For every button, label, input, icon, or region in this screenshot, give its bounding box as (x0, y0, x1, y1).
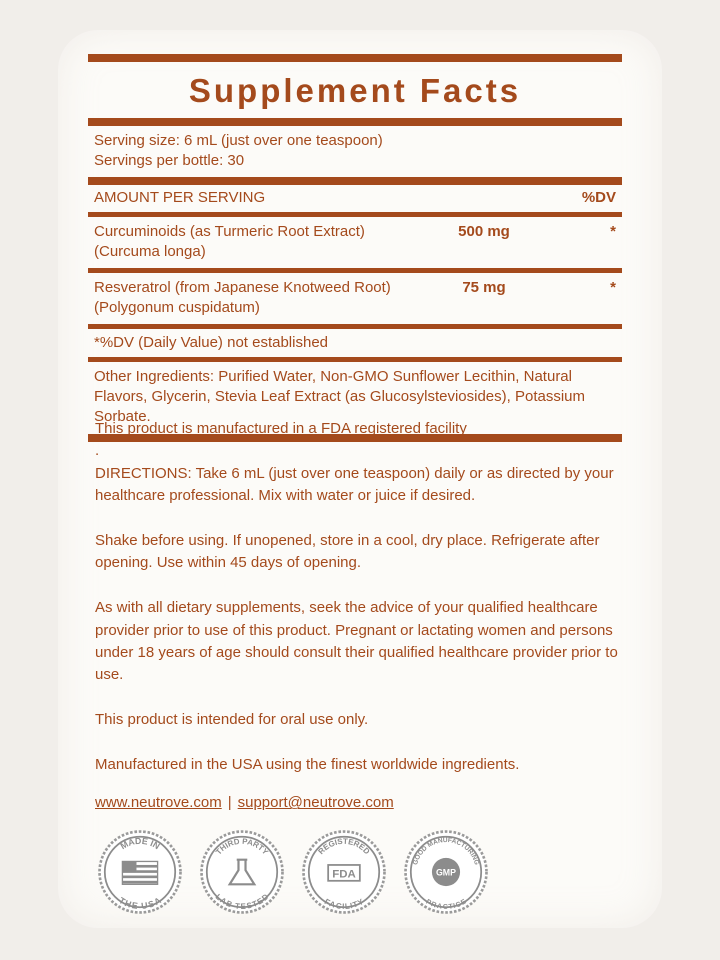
serving-info (88, 126, 622, 177)
other-ingredients: Other Ingredients: Purified Water, Non-GMO Sunflower Lecithin, Natural Flavors, Glycerin, Stevia Leaf Extract (as Glucosylsteviosides), Potassium Sorbate. (94, 368, 586, 425)
directions: DIRECTIONS: Take 6 mL (just over one teaspoon) daily or as directed by your healthcare professional. Mix with water or juice if desired. (95, 464, 614, 505)
amount-header-row (88, 185, 622, 212)
supplement-facts-panel (88, 54, 622, 442)
manufacturing-note: Manufactured in the USA using the finest worldwide ingredients. (95, 756, 520, 774)
contact-links (95, 792, 635, 814)
nutrient-name: Resveratrol (from Japanese Knotweed Root) (Polygonum cuspidatum) (94, 279, 391, 316)
fda-statement: This product is manufactured in a FDA registered facility (95, 420, 467, 437)
dv-note: *%DV (Daily Value) not established (94, 334, 329, 351)
lab-tested-badge (198, 828, 286, 916)
nutrient-amount: 75 mg (462, 279, 506, 296)
certification-badges (96, 828, 496, 918)
svg-text:GMP: GMP (435, 867, 457, 878)
title-rule (88, 118, 622, 126)
svg-text:THIRD PARTY: THIRD PARTY (213, 836, 271, 857)
label-card (58, 30, 662, 928)
website-link[interactable]: www.neutrove.com (95, 794, 222, 812)
us-flag-icon (122, 861, 157, 884)
email-link[interactable]: support@neutrove.com (237, 794, 394, 812)
stray-dot: . (95, 442, 100, 460)
fda-registered-badge (300, 828, 388, 916)
serving-rule (88, 177, 622, 185)
top-rule (88, 54, 622, 62)
oral-use-note: This product is intended for oral use only. (95, 711, 369, 729)
nutrient-row (88, 273, 622, 324)
gmp-badge (402, 828, 490, 916)
made-in-usa-badge (96, 828, 184, 916)
svg-text:REGISTERED: REGISTERED (316, 836, 372, 857)
svg-text:THE USA: THE USA (117, 895, 163, 912)
nutrient-amount: 500 mg (458, 223, 510, 240)
label-body (95, 418, 635, 815)
svg-text:FACILITY: FACILITY (322, 896, 366, 912)
svg-text:MADE IN: MADE IN (118, 835, 162, 852)
dv-header: %DV (581, 189, 616, 206)
serving-size: Serving size: 6 mL (just over one teaspoon) (94, 132, 383, 149)
svg-text:FDA: FDA (332, 868, 356, 881)
servings-per-bottle: Servings per bottle: 30 (94, 152, 245, 169)
svg-text:LAB TESTED: LAB TESTED (213, 892, 271, 912)
amount-per-serving-label: AMOUNT PER SERVING (94, 189, 266, 206)
svg-text:GOOD MANUFACTURING: GOOD MANUFACTURING (411, 837, 481, 866)
nutrient-row (88, 217, 622, 268)
nutrient-dv: * (610, 223, 616, 240)
storage-instructions: Shake before using. If unopened, store in a cool, dry place. Refrigerate after opening. Use within 45 days of opening. (95, 532, 600, 572)
nutrient-dv: * (610, 279, 616, 296)
link-separator: | (227, 794, 232, 812)
facts-title: Supplement Facts (188, 72, 522, 109)
warning-text: As with all dietary supplements, seek the advice of your qualified healthcare provider prior to use of this product. Pregnant or lactating women and persons under 18 years of age should consult their qualified healthcare provider prior to use. (95, 599, 618, 684)
nutrient-name: Curcuminoids (as Turmeric Root Extract) (Curcuma longa) (94, 223, 365, 260)
svg-text:PRACTICE: PRACTICE (424, 898, 468, 912)
